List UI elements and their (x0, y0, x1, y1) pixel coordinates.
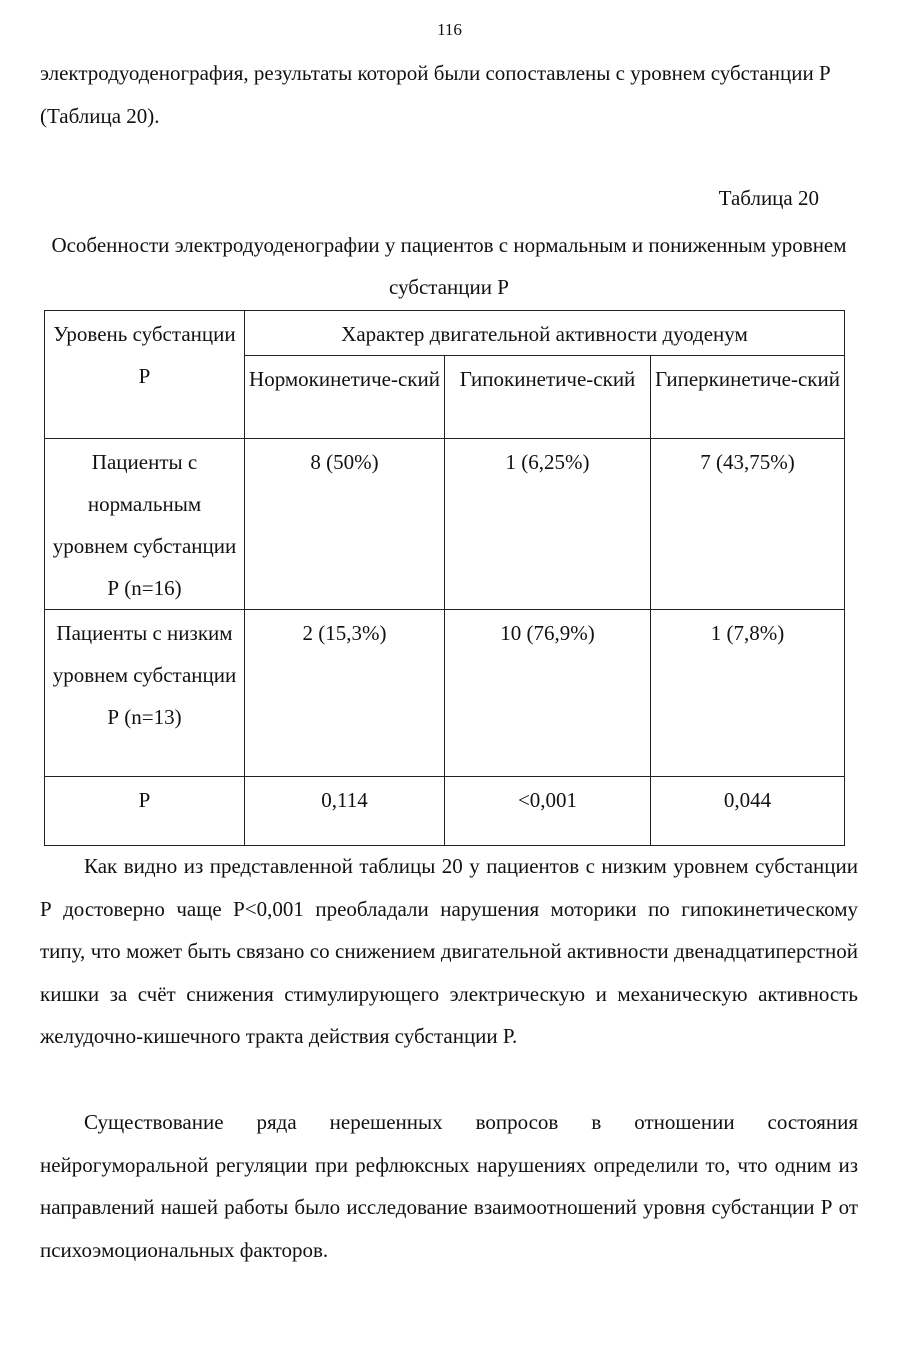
table-label: Таблица 20 (718, 186, 819, 210)
row-label: Пациенты с нормальным уровнем субстанции Р (n=16) (45, 439, 245, 610)
column-header-hypokinetic: Гипокинетиче-ский (445, 356, 651, 439)
table-cell: 7 (43,75%) (651, 439, 845, 610)
table-cell: 0,114 (245, 777, 445, 846)
table-cell: <0,001 (445, 777, 651, 846)
table-header-row (45, 311, 845, 356)
table-title: Особенности электродуоденографии у пациентов с нормальным и пониженным уровнем субстанции Р (51, 233, 847, 299)
row-label: P (45, 777, 245, 846)
table-cell: 8 (50%) (245, 439, 445, 610)
intro-paragraph: электродуоденография, результаты которой были сопоставлены с уровнем субстанции Р (Таблица 20). (40, 61, 831, 128)
table-row (45, 610, 845, 777)
table-cell: 1 (7,8%) (651, 610, 845, 777)
group-header: Характер двигательной активности дуоденум (245, 311, 845, 356)
row-header-label: Уровень субстанции Р (45, 311, 245, 439)
column-header-hyperkinetic: Гиперкинетиче-ский (651, 356, 845, 439)
table-row (45, 439, 845, 610)
row-label: Пациенты с низким уровнем субстанции Р (n=13) (45, 610, 245, 777)
results-table (44, 310, 845, 846)
table-cell: 10 (76,9%) (445, 610, 651, 777)
table-row (45, 777, 845, 846)
page-number: 116 (437, 20, 462, 39)
column-header-normokinetic: Нормокинетиче-ский (245, 356, 445, 439)
table-cell: 2 (15,3%) (245, 610, 445, 777)
table-cell: 1 (6,25%) (445, 439, 651, 610)
body-paragraph: Как видно из представленной таблицы 20 у пациентов с низким уровнем субстанции Р достоверно чаще Р<0,001 преобладали нарушения моторики по гипокинетическому типу, что может быть связано со снижением двигательной активности двенадцатиперстной кишки за счёт снижения стимулирующего электрическую и механическую активность желудочно-кишечного тракта действия субстанции Р. (40, 854, 858, 1048)
table-cell: 0,044 (651, 777, 845, 846)
body-paragraph: Существование ряда нерешенных вопросов в отношении состояния нейрогуморальной регуляции при рефлюксных нарушениях определили то, что одним из направлений нашей работы было исследование взаимоотношений уровня субстанции Р от психоэмоциональных факторов. (40, 1110, 858, 1262)
